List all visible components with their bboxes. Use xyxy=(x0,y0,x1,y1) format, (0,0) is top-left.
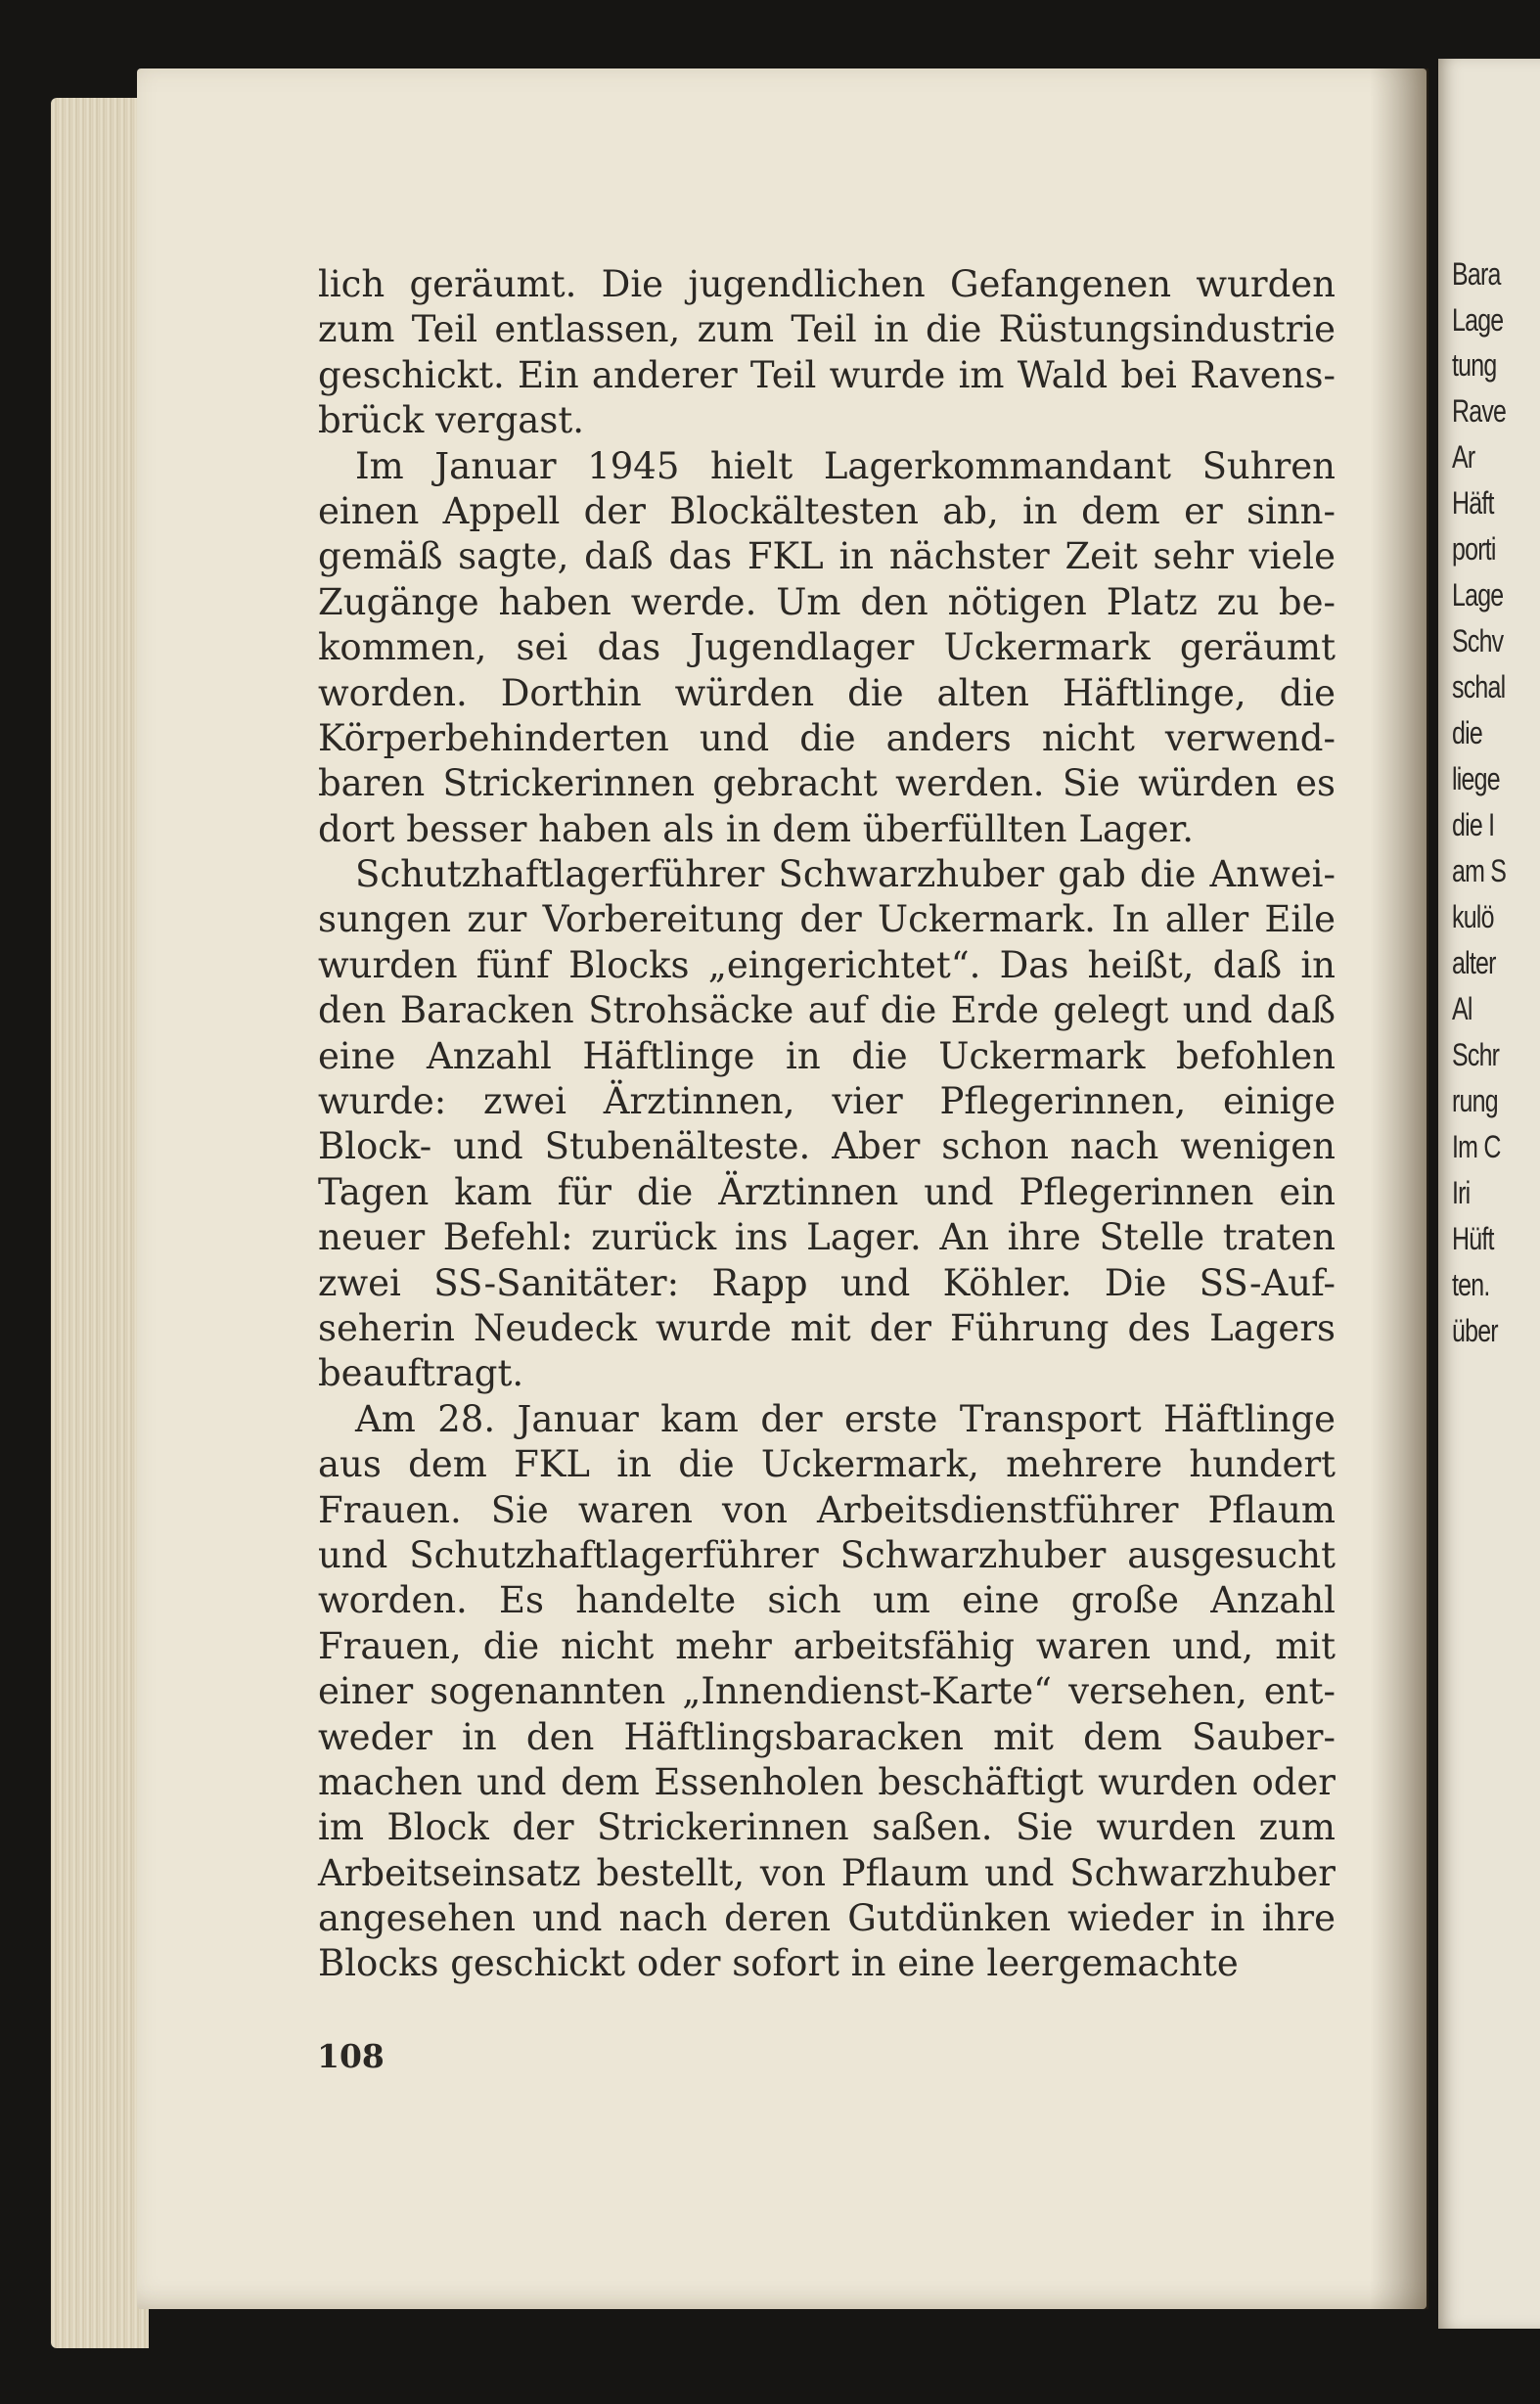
text-line: Schutzhaftlagerführer Schwarzhuber gab die Anwei- xyxy=(355,853,1336,896)
text-line: und Schutzhaftlagerführer Schwarzhuber ausgesucht xyxy=(318,1533,1336,1576)
text-line: zwei SS-Sanitäter: Rapp und Köhler. Die SS-Auf- xyxy=(318,1261,1336,1304)
text-line: baren Strickerinnen gebracht werden. Sie würden es xyxy=(318,762,1336,805)
facing-page-fragment: liege xyxy=(1452,761,1500,796)
facing-page-fragment: am S xyxy=(1452,853,1507,888)
text-line: Im Januar 1945 hielt Lagerkommandant Suhren xyxy=(355,444,1336,487)
text-line: wurden fünf Blocks „eingerichtet“. Das heißt, daß in xyxy=(318,943,1336,986)
text-line: Körperbehinderten und die anders nicht verwend- xyxy=(318,716,1336,759)
text-line: gemäß sagte, daß das FKL in nächster Zeit sehr viele xyxy=(318,535,1336,578)
facing-page-fragment: Hüft xyxy=(1452,1221,1494,1256)
facing-page-fragment: ten. xyxy=(1452,1267,1490,1302)
facing-page-fragment: schal xyxy=(1452,669,1506,704)
text-line: Block- und Stubenälteste. Aber schon nach wenigen xyxy=(318,1125,1336,1168)
facing-page-fragment: Iri xyxy=(1452,1175,1471,1210)
text-line: Zugänge haben werde. Um den nötigen Platz zu be- xyxy=(318,580,1336,623)
text-line: worden. Es handelte sich um eine große Anzahl xyxy=(318,1579,1336,1622)
text-line: worden. Dorthin würden die alten Häftlinge, die xyxy=(318,671,1336,714)
text-line: dort besser haben als in dem überfüllten Lager. xyxy=(318,807,1194,850)
paragraph xyxy=(318,1397,1336,1987)
text-line: aus dem FKL in die Uckermark, mehrere hundert xyxy=(318,1443,1336,1486)
facing-page-fragment: Im C xyxy=(1452,1129,1501,1164)
facing-page-fragment: Bara xyxy=(1452,256,1501,292)
text-line: einer sogenannten „Innendienst-Karte“ versehen, ent- xyxy=(318,1670,1336,1713)
facing-page-fragment: die xyxy=(1452,715,1482,750)
facing-page-fragment: über xyxy=(1452,1313,1498,1348)
text-line: einen Appell der Blockältesten ab, in dem er sinn- xyxy=(318,489,1336,532)
text-line: kommen, sei das Jugendlager Uckermark geräumt xyxy=(318,626,1336,669)
text-line: lich geräumt. Die jugendlichen Gefangenen wurden xyxy=(318,263,1336,305)
text-line: Tagen kam für die Ärztinnen und Pflegerinnen ein xyxy=(318,1170,1336,1213)
paragraph xyxy=(318,852,1336,1397)
page-number: 108 xyxy=(317,2037,385,2075)
facing-page-fragment: Schr xyxy=(1452,1037,1500,1072)
facing-page-fragment: tung xyxy=(1452,347,1497,383)
text-line: wurde: zwei Ärztinnen, vier Pflegerinnen, einige xyxy=(318,1080,1336,1123)
facing-page-fragment: Lage xyxy=(1452,302,1504,338)
facing-page-fragment: Al xyxy=(1452,991,1472,1026)
facing-page-fragment: die I xyxy=(1452,807,1495,842)
facing-page-fragment: Häft xyxy=(1452,485,1494,521)
text-line: den Baracken Strohsäcke auf die Erde gelegt und daß xyxy=(318,989,1336,1032)
facing-page-fragment: Schv xyxy=(1452,623,1504,658)
facing-page xyxy=(1438,59,1540,2329)
text-line: geschickt. Ein anderer Teil wurde im Wald bei Ravens- xyxy=(318,353,1336,396)
paragraph xyxy=(318,262,1336,444)
text-line: Frauen, die nicht mehr arbeitsfähig waren und, mit xyxy=(318,1624,1336,1667)
facing-page-fragment: porti xyxy=(1452,531,1496,567)
text-line: neuer Befehl: zurück ins Lager. An ihre Stelle traten xyxy=(318,1216,1336,1259)
text-line: brück vergast. xyxy=(318,399,584,442)
text-line: seherin Neudeck wurde mit der Führung des Lagers xyxy=(318,1306,1336,1349)
text-line: Am 28. Januar kam der erste Transport Häftlinge xyxy=(355,1397,1336,1440)
facing-page-fragment: kulö xyxy=(1452,899,1494,934)
text-line: beauftragt. xyxy=(318,1352,524,1395)
text-line: weder in den Häftlingsbaracken mit dem Sauber- xyxy=(318,1715,1336,1758)
facing-page-fragment: Lage xyxy=(1452,577,1504,612)
text-line: angesehen und nach deren Gutdünken wieder in ihre xyxy=(318,1897,1336,1940)
paragraph xyxy=(318,444,1336,853)
text-line: Arbeitseinsatz bestellt, von Pflaum und Schwarzhuber xyxy=(318,1851,1336,1894)
gutter-shadow xyxy=(1370,68,1428,2309)
facing-page-fragment: Ar xyxy=(1452,439,1475,475)
text-line: sungen zur Vorbereitung der Uckermark. In aller Eile xyxy=(318,898,1336,941)
page-edge-stack xyxy=(51,98,149,2348)
text-line: Frauen. Sie waren von Arbeitsdienstführer Pflaum xyxy=(318,1488,1336,1531)
text-line: machen und dem Essenholen beschäftigt wurden oder xyxy=(318,1760,1336,1803)
facing-page-fragment: alter xyxy=(1452,945,1496,980)
page-body-text xyxy=(318,262,1336,1987)
text-line: zum Teil entlassen, zum Teil in die Rüstungsindustrie xyxy=(318,308,1336,351)
facing-page-fragment: Rave xyxy=(1452,393,1507,429)
facing-page-fragment: rung xyxy=(1452,1083,1498,1118)
text-line: im Block der Strickerinnen saßen. Sie wurden zum xyxy=(318,1806,1336,1849)
text-line: eine Anzahl Häftlinge in die Uckermark befohlen xyxy=(318,1034,1336,1077)
text-line: Blocks geschickt oder sofort in eine leergemachte xyxy=(318,1942,1239,1985)
